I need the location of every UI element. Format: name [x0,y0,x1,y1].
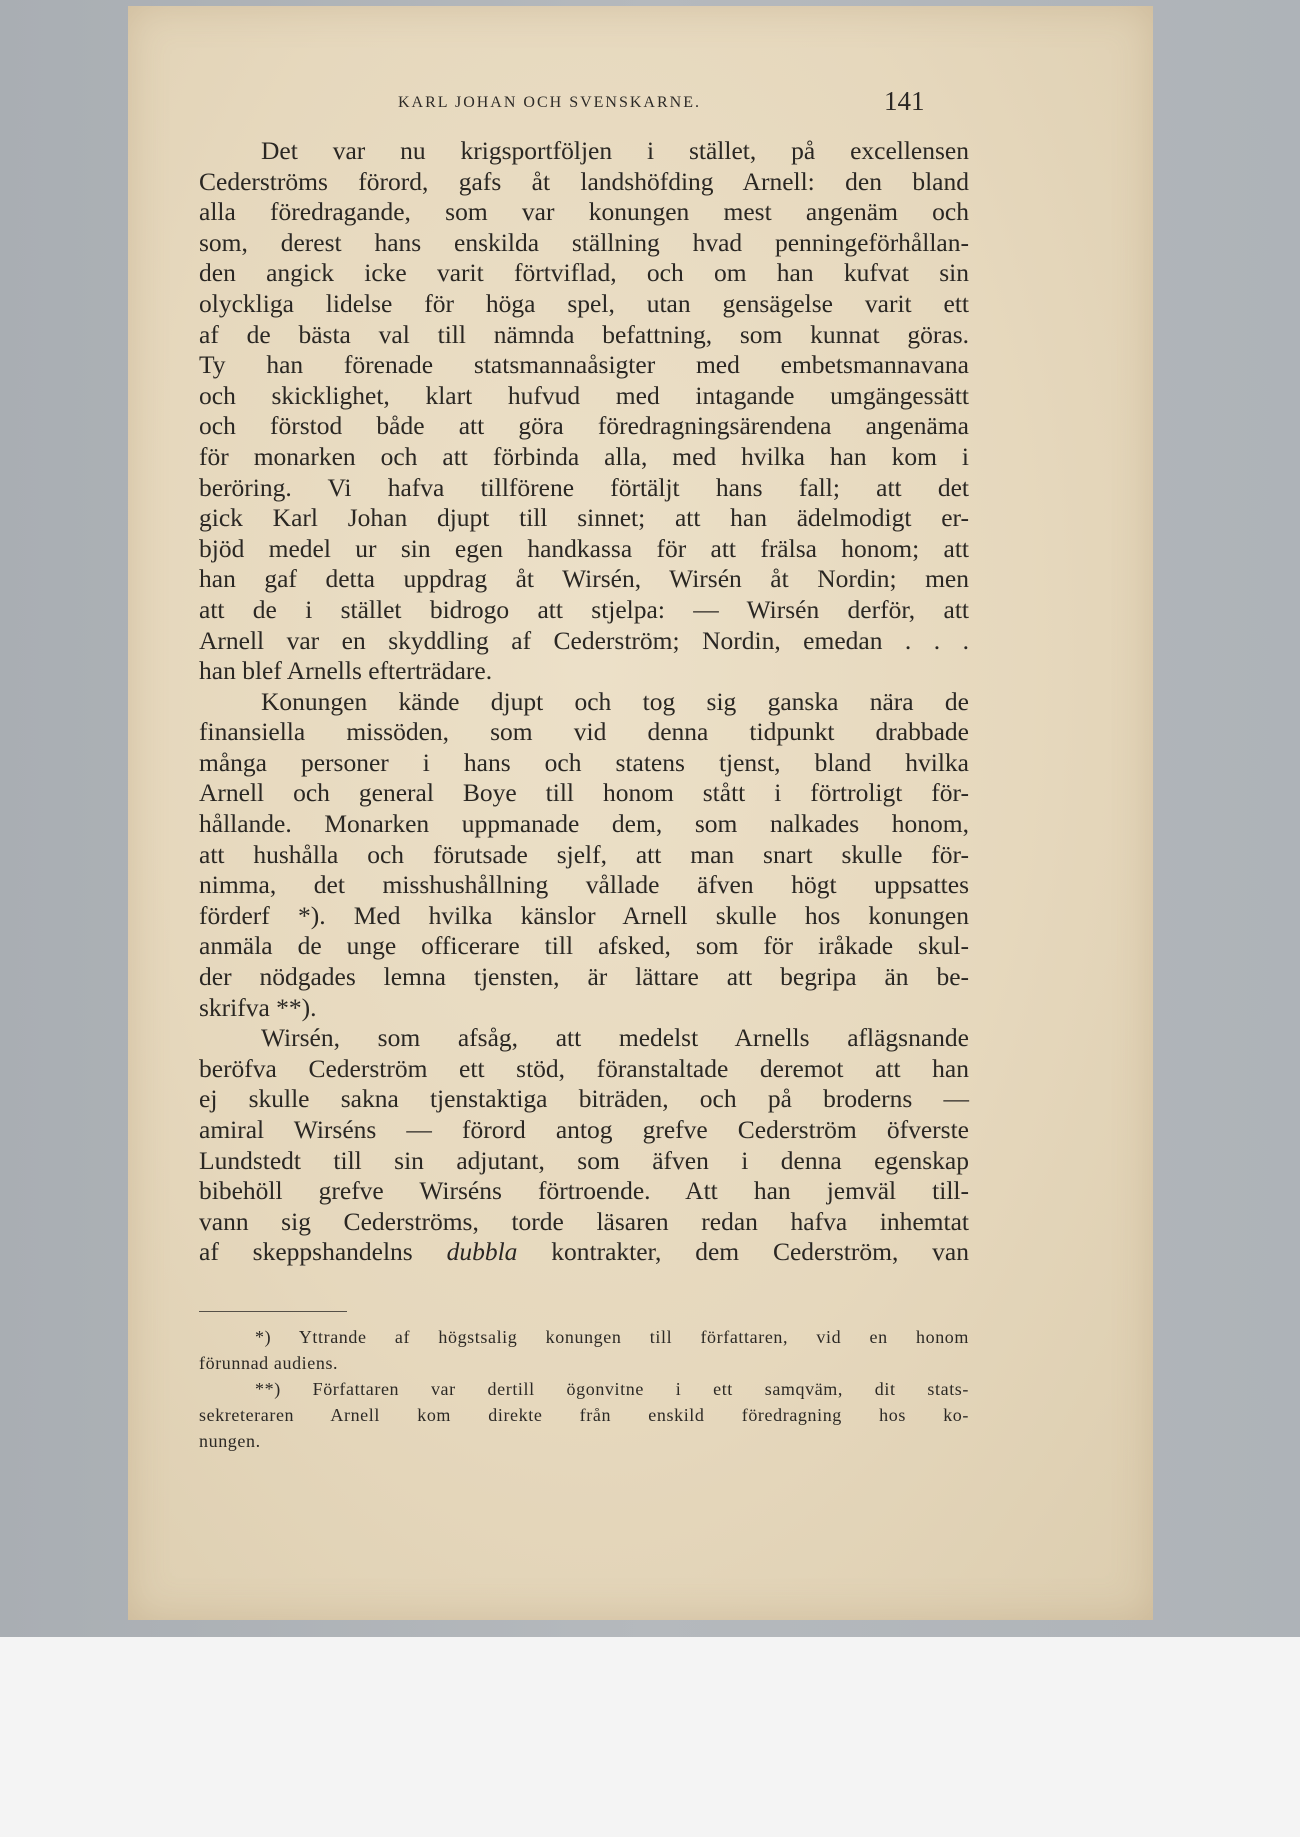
footnotes [199,1324,969,1454]
text-line: bibehöll grefve Wirséns förtroende. Att han jemväl till- [199,1176,969,1206]
footnote-2 [199,1376,969,1454]
running-head: KARL JOHAN OCH SVENSKARNE. [398,94,701,111]
text-line: Lundstedt till sin adjutant, som äfven i denna egenskap [199,1145,969,1175]
text-line: Konungen kände djupt och tog sig ganska nära de [261,686,969,716]
paragraph-1 [199,136,969,687]
text-line: han blef Arnells efterträdare. [199,656,493,686]
text-line: som, derest hans enskilda ställning hvad penningeförhållan- [199,227,969,257]
text-line: att hushålla och förutsade sjelf, att man snart skulle för- [199,839,969,869]
text-line: skrifva **). [199,992,317,1022]
text-line: bjöd medel ur sin egen handkassa för att frälsa honom; att [199,533,969,563]
italic-word: dubbla [446,1237,518,1267]
blank-margin [0,1637,1300,1837]
footnote-line: **) Författaren var dertill ögonvitne i ett samqväm, dit stats- [255,1379,969,1399]
text-line: olyckliga lidelse för höga spel, utan gensägelse varit ett [199,288,969,318]
text-line: beröring. Vi hafva tillförene förtäljt hans fall; att det [199,472,969,502]
text-line: för monarken och att förbinda alla, med hvilka han kom i [199,441,969,471]
paragraph-2 [199,687,969,1024]
text-line: anmäla de unge officerare till afsked, som för iråkade skul- [199,931,969,961]
text-line: vann sig Cederströms, torde läsaren redan hafva inhemtat [199,1206,969,1236]
text-line: Ty han förenade statsmannaåsigter med embetsmannavana [199,350,969,380]
text-line: hållande. Monarken uppmanade dem, som nalkades honom, [199,809,969,839]
text-line: många personer i hans och statens tjenst, bland hvilka [199,747,969,777]
page-number: 141 [884,86,925,116]
paragraph-3 [199,1023,969,1268]
text-line: han gaf detta uppdrag åt Wirsén, Wirsén åt Nordin; men [199,564,969,594]
footnote-line: *) Yttrande af högstsalig konungen till författaren, vid en honom [255,1327,969,1347]
text-line: Det var nu krigsportföljen i stället, på excellensen [261,136,969,165]
text-fragment: af skeppshandelns [199,1237,413,1267]
text-line: förderf *). Med hvilka känslor Arnell skulle hos konungen [199,900,969,930]
text-fragment: kontrakter, dem Cederström, van [551,1237,969,1267]
text-line: Wirsén, som afsåg, att medelst Arnells aflägsnande [261,1023,969,1053]
page-header [128,86,1153,122]
text-line: finansiella missöden, som vid denna tidpunkt drabbade [199,717,969,747]
text-line: den angick icke varit förtviflad, och om han kufvat sin [199,258,969,288]
text-line-with-italic [199,1237,969,1268]
text-line: beröfva Cederström ett stöd, föranstaltade deremot att han [199,1053,969,1083]
text-line: ej skulle sakna tjenstaktiga biträden, och på broderns — [199,1084,969,1114]
text-line: och skicklighet, klart hufvud med intagande umgängessätt [199,380,969,410]
footnote-1 [199,1324,969,1376]
footnote-line: nungen. [199,1431,261,1451]
footnote-line: sekreteraren Arnell kom direkte från enskild föredragning hos ko- [199,1405,969,1425]
text-line: att de i stället bidrogo att stjelpa: — Wirsén derför, att [199,594,969,624]
text-line: nimma, det misshushållning vållade äfven högt uppsattes [199,870,969,900]
text-line: Arnell var en skyddling af Cederström; Nordin, emedan . . . [199,625,969,655]
body-text [199,136,969,1268]
text-line: af de bästa val till nämnda befattning, som kunnat göras. [199,319,969,349]
text-line: Arnell och general Boye till honom stått i förtroligt för- [199,778,969,808]
text-line: der nödgades lemna tjensten, är lättare att begripa än be- [199,962,969,992]
text-line: alla föredragande, som var konungen mest angenäm och [199,197,969,227]
text-line: Cederströms förord, gafs åt landshöfding Arnell: den bland [199,166,969,196]
text-line: gick Karl Johan djupt till sinnet; att han ädelmodigt er- [199,503,969,533]
footnote-divider [199,1311,347,1312]
footnote-line: förunnad audiens. [199,1353,339,1373]
text-line: och förstod både att göra föredragningsärendena angenäma [199,411,969,441]
text-line: amiral Wirséns — förord antog grefve Cederström öfverste [199,1115,969,1144]
